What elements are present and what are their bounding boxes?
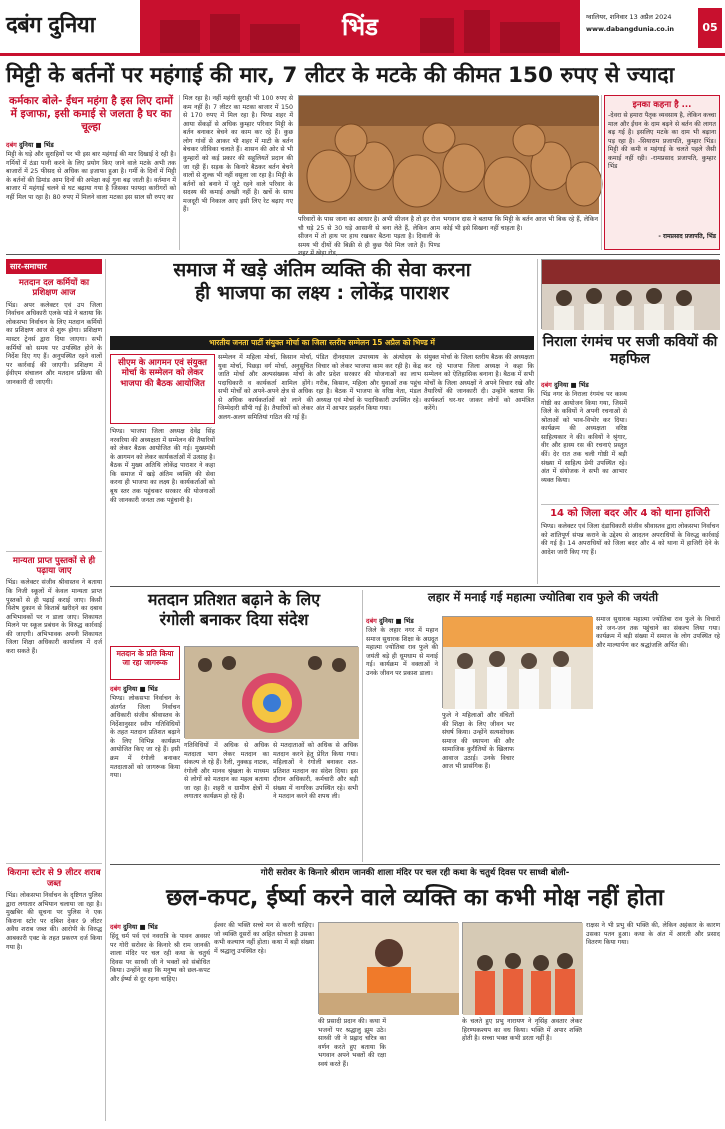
lead-photo-pots bbox=[298, 95, 598, 213]
bjp-headline-line2: ही भाजपा का लक्ष्य : लोकेंद्र पाराशर bbox=[195, 282, 449, 305]
lead-headline: मिट्टी के बर्तनों पर महंगाई की मार, 7 लीटर के मटके की कीमत 150 रुपए से ज्यादा bbox=[6, 63, 675, 88]
katha-photo-1-art bbox=[319, 923, 459, 1015]
bjp-col2: सम्मेलन में महिला मोर्चा, किसान मोर्चा, युवा मोर्चा, पिछड़ा वर्ग मोर्चा, अनुसूचित जाति मोर्चा और अल्पसंख्यक मोर्चा के पदाधिकारी व कार्यकर्ता शामिल होंगे। सभी मोर्चों को अपने-अपने क्षेत्र से अधिक से अधिक कार्यकर्ताओं को लाने की जिम्मेदारी सौंपी गई है। तैयारियों को लेकर अलग-अलग समितियां गठित की गई हैं। bbox=[218, 354, 313, 421]
lead-col4a: भगवान दास ने बताया कि मिट्टी के बर्तन आज भी बिक रहे हैं, लेकिन कोई भी इसे सिखना नहीं चाहता है। bbox=[443, 216, 598, 232]
bjp-headline-line1: समाज में खड़े अंतिम व्यक्ति की सेवा करना bbox=[173, 259, 471, 281]
lead-byline: दबंग दुनिया ■ भिंड bbox=[6, 141, 54, 149]
lead-col2: मिल रहा है। नहीं महंगी सुराही भी 100 रुपए से कम नहीं है। 7 लीटर का मटका बाजार में 150 से 170 रुपए में मिल रहा है। पिण्ड शहर में आया सेंकड़ों से अधिक कुम्हार परिवार मिट्टी के बर्तन बनाकर बेचने का काम कर रहे हैं। कुछ लोग गांवों से आकर भी शहर में माटी के बर्तन बेचकर जीविका चलाते हैं। शासन की ओर से भी कुम्हारों को कई प्रकार की सहूलियतें प्रदान की जा रही हैं। सड़क के किनारे बैठकर बर्तन बेचने वालों से शुल्क भी नहीं वसूला जा रहा है। मिट्टी के बर्तनों को बनाने में जुटे रहने वाले परिवार के सदस्य की कमाई अच्छी नहीं है। खर्चे के साथ मजदूरी भी निकाल आए इसी लिए रेट बढ़ाए गए हैं। bbox=[183, 95, 293, 214]
sidebar-story3-headline: किराना स्टोर से 9 लीटर शराब जब्त bbox=[7, 868, 101, 889]
bjp-col3: पंडित दीनदयाल उपाध्याय के अंत्योदय के विचार को लेकर भाजपा काम कर रही है। केंद्र और प्रदेश सरकार की योजनाओं का लाभ गरीब, किसान, महिला और युवाओं तक पहुंच रहा है। बैठक में भाजपा के वरिष्ठ नेता, मंडल अध्यक्ष एवं मोर्चा के पदाधिकारी उपस्थित रहे। अंत में आभार प्रदर्शन किया गया। bbox=[316, 354, 421, 413]
voting-headline-line2: रंगोली बनाकर दिया संदेश bbox=[159, 609, 309, 629]
voting-col1: भिण्ड। लोकसभा निर्वाचन के अंतर्गत जिला निर्वाचन अधिकारी संजीव श्रीवास्तव के निर्देशानुसार स्वीप गतिविधियों के तहत मतदान प्रतिशत बढ़ाने के लिए विभिन्न कार्यक्रम आयोजित किए जा रहे हैं। इसी क्रम में रंगोली बनाकर मतदाताओं को जागरूक किया गया। bbox=[110, 695, 180, 780]
bjp-subhead: सीएम के आगमन एवं संयुक्त मोर्चा के सम्मेलन को लेकर भाजपा की बैठक आयोजित bbox=[118, 358, 207, 389]
voting-subhead: मतदान के प्रति किया जा रहा जागरूक bbox=[116, 649, 174, 668]
katha-col3b bbox=[390, 1018, 458, 1122]
katha-headline: छल-कपट, ईर्ष्या करने वाले व्यक्ति का कभी मोक्ष नहीं होता bbox=[166, 885, 664, 911]
poets-photo-art bbox=[542, 260, 720, 330]
voting-photo bbox=[184, 646, 358, 738]
bjp-banner: भारतीय जनता पार्टी संयुक्त मोर्चा का जिला स्तरीय सम्मेलन 15 अप्रैल को भिण्ड में bbox=[110, 336, 534, 350]
dateline: ग्वालियर, शनिवार 13 अप्रैल 2024 bbox=[586, 13, 672, 21]
voting-col2: गतिविधियों में अधिक से अधिक मतदाता भाग लेकर मतदान का संकल्प ले रहे हैं। रैली, नुक्कड़ नाटक, रंगोली और मानव श्रृंखला के माध्यम से लोगों को मतदान का महत्व बताया जा रहा है। शहरी व ग्रामीण क्षेत्रों में लगातार कार्यक्रम हो रहे हैं। bbox=[184, 742, 269, 801]
poets-photo bbox=[541, 259, 719, 329]
phule-byline: दबंग दुनिया ■ भिंड bbox=[366, 617, 414, 625]
katha-photo-2 bbox=[462, 922, 582, 1014]
brief-headline: 14 को जिला बदर और 4 को थाना हाजिरी bbox=[550, 508, 710, 519]
katha-col3: की प्रसादी प्रदान की। कथा में भजनों पर श्रद्धालु झूम उठे। साध्वी जी ने प्रह्लाद चरित्र का वर्णन करते हुए बताया कि भगवान अपने भक्तों की रक्षा स्वयं करते हैं। bbox=[318, 1018, 386, 1068]
poets-byline: दबंग दुनिया ■ भिंड bbox=[541, 381, 589, 389]
brief-body: भिण्ड। कलेक्टर एवं जिला दंडाधिकारी संजीव श्रीवास्तव द्वारा लोकसभा निर्वाचन को शांतिपूर्ण संपन्न कराने के उद्देश्य से आदतन अपराधियों के विरुद्ध कार्रवाई की गई है। 14 अपराधियों को जिला बदर और 4 को थाना में हाजिरी देने के आदेश जारी किए गए हैं। bbox=[541, 523, 719, 556]
poets-body-cont bbox=[631, 380, 719, 500]
sidebar-story2-body: भिंड। कलेक्टर संजीव श्रीवास्तव ने बताया कि निजी स्कूलों में केवल मान्यता प्राप्त पुस्तकों से ही पढ़ाई कराई जाए। किसी विशेष दुकान से किताबें खरीदने का दबाव अभिभावकों पर न डाला जाए। शिकायत मिलने पर स्कूल प्रबंधन के विरुद्ध कार्रवाई की जाएगी। अभिभावक अपनी शिकायत जिला शिक्षा अधिकारी कार्यालय में दर्ज करा सकते हैं। bbox=[6, 579, 102, 655]
section-banner bbox=[140, 0, 580, 53]
website: www.dabangdunia.co.in bbox=[586, 24, 675, 33]
dateline-block bbox=[586, 12, 694, 35]
phule-photo bbox=[442, 616, 592, 708]
katha-col1: हिंदू धर्म पर्व एवं नवरात्रि के पावन अवसर पर गोरी सरोवर के किनारे श्री राम जानकी शाला मंदिर पर चल रही कथा के चतुर्थ दिवस पर साध्वी जी ने भक्तों को संबोधित किया। उन्होंने कहा कि मनुष्य को छल-कपट और ईर्ष्या से दूर रहना चाहिए। bbox=[110, 933, 210, 983]
phule-col2: फुले ने महिलाओं और वंचितों की शिक्षा के लिए जीवन भर संघर्ष किया। उन्होंने सत्यशोधक समाज की स्थापना की और सामाजिक कुरीतियों के खिलाफ आवाज उठाई। उनके विचार आज भी प्रासंगिक हैं। bbox=[442, 712, 514, 771]
rangoli-photo bbox=[185, 647, 359, 739]
voting-headline-line1: मतदान प्रतिशत बढ़ाने के लिए bbox=[147, 590, 321, 609]
katha-kicker: गोरी सरोवर के किनारे श्रीराम जानकी शाला मंदिर पर चल रही कथा के चतुर्थ दिवस पर साध्वी बोली- bbox=[260, 868, 570, 878]
lead-col1: मिट्टी के घड़े और सुराहियों पर भी इस बार महंगाई की मार दिखाई दे रही है। गर्मियों में ठंडा पानी करने के लिए प्रयोग किए जाने वाले मटके अभी तक बाजारों में 25 फीसद से अधिक का इजाफा हुआ है। गर्मी के दिनों में मिट्टी के बर्तनों की डिमांड आम दिनों की अपेक्षा कई गुना बढ़ जाती है। वर्तमान में बाजार में महंगाई चलने से घट बढ़ाया गया है जिसका फायदा कारीगरों को नहीं मिल पा रहा है। 80 रुपए में मिलने वाला मटका इस साल सौ रुपए का bbox=[6, 151, 176, 201]
page-number: 05 bbox=[698, 8, 722, 48]
quote-signature: - रामप्रसाद प्रजापति, भिंड bbox=[658, 233, 716, 240]
katha-photo-1 bbox=[318, 922, 458, 1014]
masthead bbox=[0, 0, 725, 56]
katha-col5: राक्षस ने भी प्रभु की भक्ति की, लेकिन अहंकार के कारण उसका पतन हुआ। कथा के अंत में आरती और प्रसाद वितरण किया गया। bbox=[586, 922, 720, 947]
phule-photo-art bbox=[443, 617, 593, 709]
voting-byline: दबंग दुनिया ■ भिंड bbox=[110, 685, 158, 693]
phule-col4: समाज सुधारक महात्मा ज्योतिबा राव फुले के विचारों को जन-जन तक पहुंचाने का संकल्प लिया गया। कार्यक्रम में बड़ी संख्या में समाज के लोग उपस्थित रहे और माल्यार्पण कर श्रद्धांजलि अर्पित की। bbox=[596, 616, 720, 649]
phule-col3 bbox=[518, 712, 592, 862]
sidebar-section-label: सार-समाचार bbox=[6, 259, 102, 274]
katha-col4: के चलते हुए प्रभु नारायण ने नृसिंह अवतार लेकर हिरण्यकश्यप का वध किया। भक्ति में अपार शक्ति होती है। सच्चा भक्त कभी डरता नहीं है। bbox=[462, 1018, 582, 1043]
phule-headline: लहार में मनाई गई महात्मा ज्योतिबा राव फुले की जयंती bbox=[427, 590, 659, 604]
quote-body: -देवरा से हमारा पैतृक व्यवसाय है, लेकिन कच्चा माल और ईंधन के दाम बढ़ने से बर्तन की लागत बढ़ गई है। इसलिए मटके का दाम भी बढ़ाना पड़ रहा है। -सियाराम प्रजापति, कुम्हार भिंड। मिट्टी की कमी व महंगाई के चलते पहले जैसी कमाई नहीं रही। -रामप्रसाद प्रजापति, कुम्हार भिंड bbox=[608, 112, 716, 171]
phule-col1: जिले के लहार नगर में महान समाज सुधारक शिक्षा के अग्रदूत महात्मा ज्योतिबा राव फुले की जयंती बड़े ही धूमधाम से मनाई गई। कार्यक्रम में वक्ताओं ने उनके जीवन पर प्रकाश डाला। bbox=[366, 627, 438, 677]
poets-headline: निराला रंगमंच पर सजी कवियों की महफिल bbox=[542, 334, 718, 368]
voting-col3: से मतदाताओं को अधिक से अधिक मतदान करने हेतु प्रेरित किया गया। महिलाओं ने रंगोली बनाकर शत-प्रतिशत मतदान का संदेश दिया। इस दौरान अधिकारी, कर्मचारी और बड़ी संख्या में नागरिक उपस्थित रहे। सभी ने मतदान करने की शपथ ली। bbox=[273, 742, 358, 801]
bjp-col1: भिण्ड। भाजपा जिला अध्यक्ष देवेंद्र सिंह नरवरिया की अध्यक्षता में सम्मेलन की तैयारियों को लेकर बैठक आयोजित की गई। मुख्यमंत्री के आगमन को लेकर कार्यकर्ताओं में उत्साह है। बैठक में मुख्य अतिथि लोकेंद्र पाराशर ने कहा कि समाज में खड़े अंतिम व्यक्ति की सेवा करना ही भाजपा का लक्ष्य है। कार्यकर्ताओं को बूथ स्तर तक पहुंचकर सरकार की योजनाओं की जानकारी जनता तक पहुंचानी है। bbox=[110, 428, 215, 504]
bjp-col4: संयुक्त मोर्चा के जिला स्तरीय बैठक की अध्यक्षता कर रहे भाजपा जिला अध्यक्ष ने कहा कि सम्मेलन को ऐतिहासिक बनाना है। बैठक में सभी मोर्चों के जिला अध्यक्षों ने अपने विचार रखे और तैयारियों की जानकारी दी। उन्होंने बताया कि कार्यकर्ता घर-घर जाकर लोगों को आमंत्रित करेंगे। bbox=[424, 354, 534, 413]
sidebar-story1-body: भिंड। अपर कलेक्टर एवं उप जिला निर्वाचन अधिकारी एलके पांडे ने बताया कि लोकसभा निर्वाचन के लिए मतदान कर्मियों का प्रशिक्षण आज से शुरू होगा। प्रशिक्षण मास्टर ट्रेनर्स द्वारा दिया जाएगा। सभी कर्मियों को समय पर उपस्थित होने के निर्देश दिए गए हैं। अनुपस्थित रहने वालों पर कार्रवाई की जाएगी। प्रशिक्षण में ईवीएम संचालन और मतदान प्रक्रिया की जानकारी दी जाएगी। bbox=[6, 301, 102, 386]
quote-title: इनका कहना है ... bbox=[632, 100, 692, 110]
katha-photo-2-art bbox=[463, 923, 583, 1015]
lead-kicker: कर्मकार बोले- ईंधन महंगा है इस लिए दामों में इजाफा, इसी कमाई से जलता है घर का चूल्हा bbox=[9, 95, 173, 133]
masthead-logo bbox=[6, 6, 136, 46]
katha-byline: दबंग दुनिया ■ भिंड bbox=[110, 923, 158, 931]
section-title: भिंड bbox=[342, 13, 378, 41]
katha-col2: ईश्वर की भक्ति सच्चे मन से करनी चाहिए। जो व्यक्ति दूसरों का अहित सोचता है उसका कभी कल्याण नहीं होता। कथा में बड़ी संख्या में श्रद्धालु उपस्थित रहे। bbox=[214, 922, 314, 955]
masthead-brand: दबंग दुनिया bbox=[6, 13, 95, 38]
lead-col3: परिवारों के पास जाना का आधार है। अभी सीजन है तो हर रोज चौ घड़े 25 से 30 घड़े आसानी से बना लेते हैं, लेकिन आम सीजन में तो हाथ पर हाथ रखकर बैठना पड़ता है। दिवाली के समय भी दीयों की बिक्री से ही कुछ पैसे मिल जाते हैं। पिण्ड bbox=[298, 216, 440, 249]
sidebar-story3-body: भिंड। लोकसभा निर्वाचन के दृष्टिगत पुलिस द्वारा लगातार अभियान चलाया जा रहा है। मुखबिर की सूचना पर पुलिस ने एक किराना स्टोर पर दबिश देकर 9 लीटर अवैध शराब जब्त की। आरोपी के विरुद्ध आबकारी एक्ट के तहत प्रकरण दर्ज किया गया है। bbox=[6, 892, 102, 951]
sidebar-story1-headline: मतदान दल कर्मियों का प्रशिक्षण आज bbox=[18, 278, 90, 299]
poets-body: भिंड नगर के निराला रंगमंच पर काव्य गोष्ठी का आयोजन किया गया, जिसमें जिले के कवियों ने अपनी रचनाओं से श्रोताओं को भाव-विभोर कर दिया। कार्यक्रम की अध्यक्षता वरिष्ठ साहित्यकार ने की। कवियों ने श्रृंगार, वीर और हास्य रस की रचनाएं प्रस्तुत कीं। देर रात तक चली गोष्ठी में बड़ी संख्या में साहित्य प्रेमी उपस्थित रहे। अंत में संयोजक ने सभी का आभार व्यक्त किया। bbox=[541, 391, 627, 484]
pottery-photo bbox=[299, 96, 599, 214]
sidebar-story2-headline: मान्यता प्राप्त पुस्तकों से ही पढ़ाया जाए bbox=[12, 555, 96, 577]
